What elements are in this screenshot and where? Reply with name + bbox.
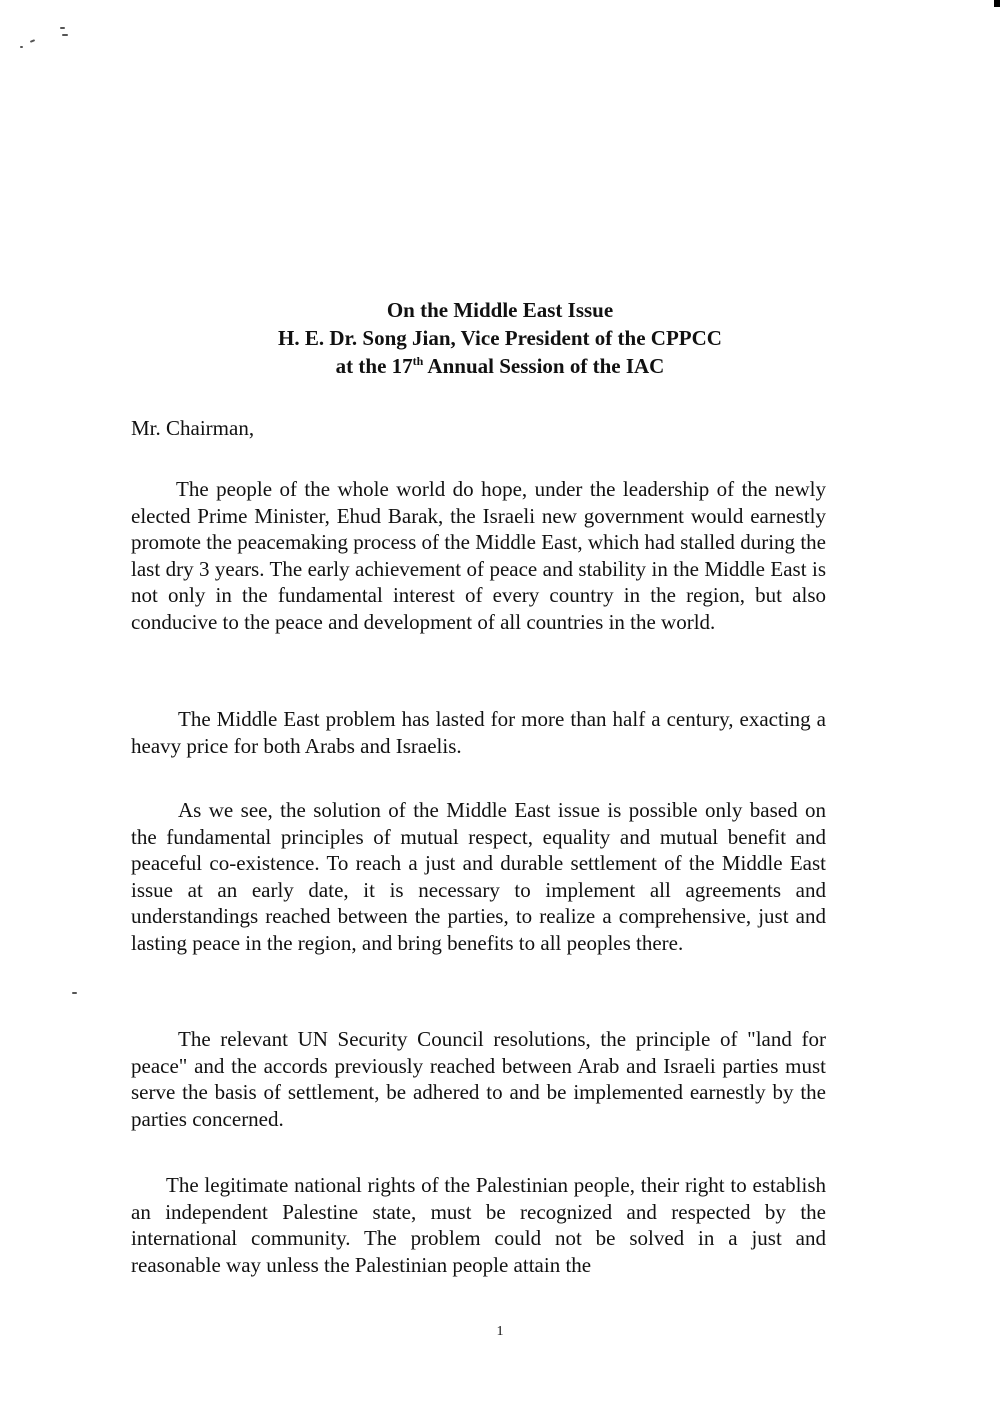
scan-speck	[62, 34, 68, 36]
salutation: Mr. Chairman,	[131, 416, 255, 440]
scan-speck	[30, 39, 35, 43]
title-line-1: On the Middle East Issue	[386, 298, 614, 322]
paragraph: The legitimate national rights of the Palestinian people, their right to establish an independent Palestine state, must be recognized and respected by the international community. The problem could not be solved in a just and reasonable way unless the Palestinian people attain the	[131, 1173, 826, 1277]
title-line-3-suffix: Annual Session of the IAC	[423, 354, 665, 378]
title-line-2: H. E. Dr. Song Jian, Vice President of the CPPCC	[278, 326, 722, 350]
title-line-3	[0, 352, 1000, 380]
scan-artifact-mark	[994, 0, 1000, 7]
page-number: 1	[496, 1324, 504, 1339]
paragraph: The people of the whole world do hope, under the leadership of the newly elected Prime Minister, Ehud Barak, the Israeli new government would earnestly promote the peacemaking process of the Middle East, which had stalled during the last dry 3 years. The early achievement of peace and stability in the Middle East is not only in the fundamental interest of every country in the region, but also conducive to the peace and development of all countries in the world.	[131, 477, 826, 634]
title-line-3-prefix: at the 17	[335, 354, 413, 378]
title-line-3-superscript: th	[412, 354, 424, 368]
document-title	[0, 296, 1000, 380]
scan-speck	[72, 992, 77, 994]
paragraph: As we see, the solution of the Middle East issue is possible only based on the fundamental principles of mutual respect, equality and mutual benefit and peaceful co-existence. To reach a just and durable settlement of the Middle East issue at an early date, it is necessary to implement all agreements and understandings reached between the parties, to realize a comprehensive, just and lasting peace in the region, and bring benefits to all peoples there.	[131, 798, 826, 955]
scan-speck	[20, 46, 23, 48]
paragraph: The Middle East problem has lasted for more than half a century, exacting a heavy price for both Arabs and Israelis.	[131, 707, 826, 758]
paragraph: The relevant UN Security Council resolutions, the principle of "land for peace" and the accords previously reached between Arab and Israeli parties must serve the basis of settlement, be adhered to and be implemented earnestly by the parties concerned.	[131, 1027, 826, 1131]
scan-speck	[60, 27, 65, 29]
